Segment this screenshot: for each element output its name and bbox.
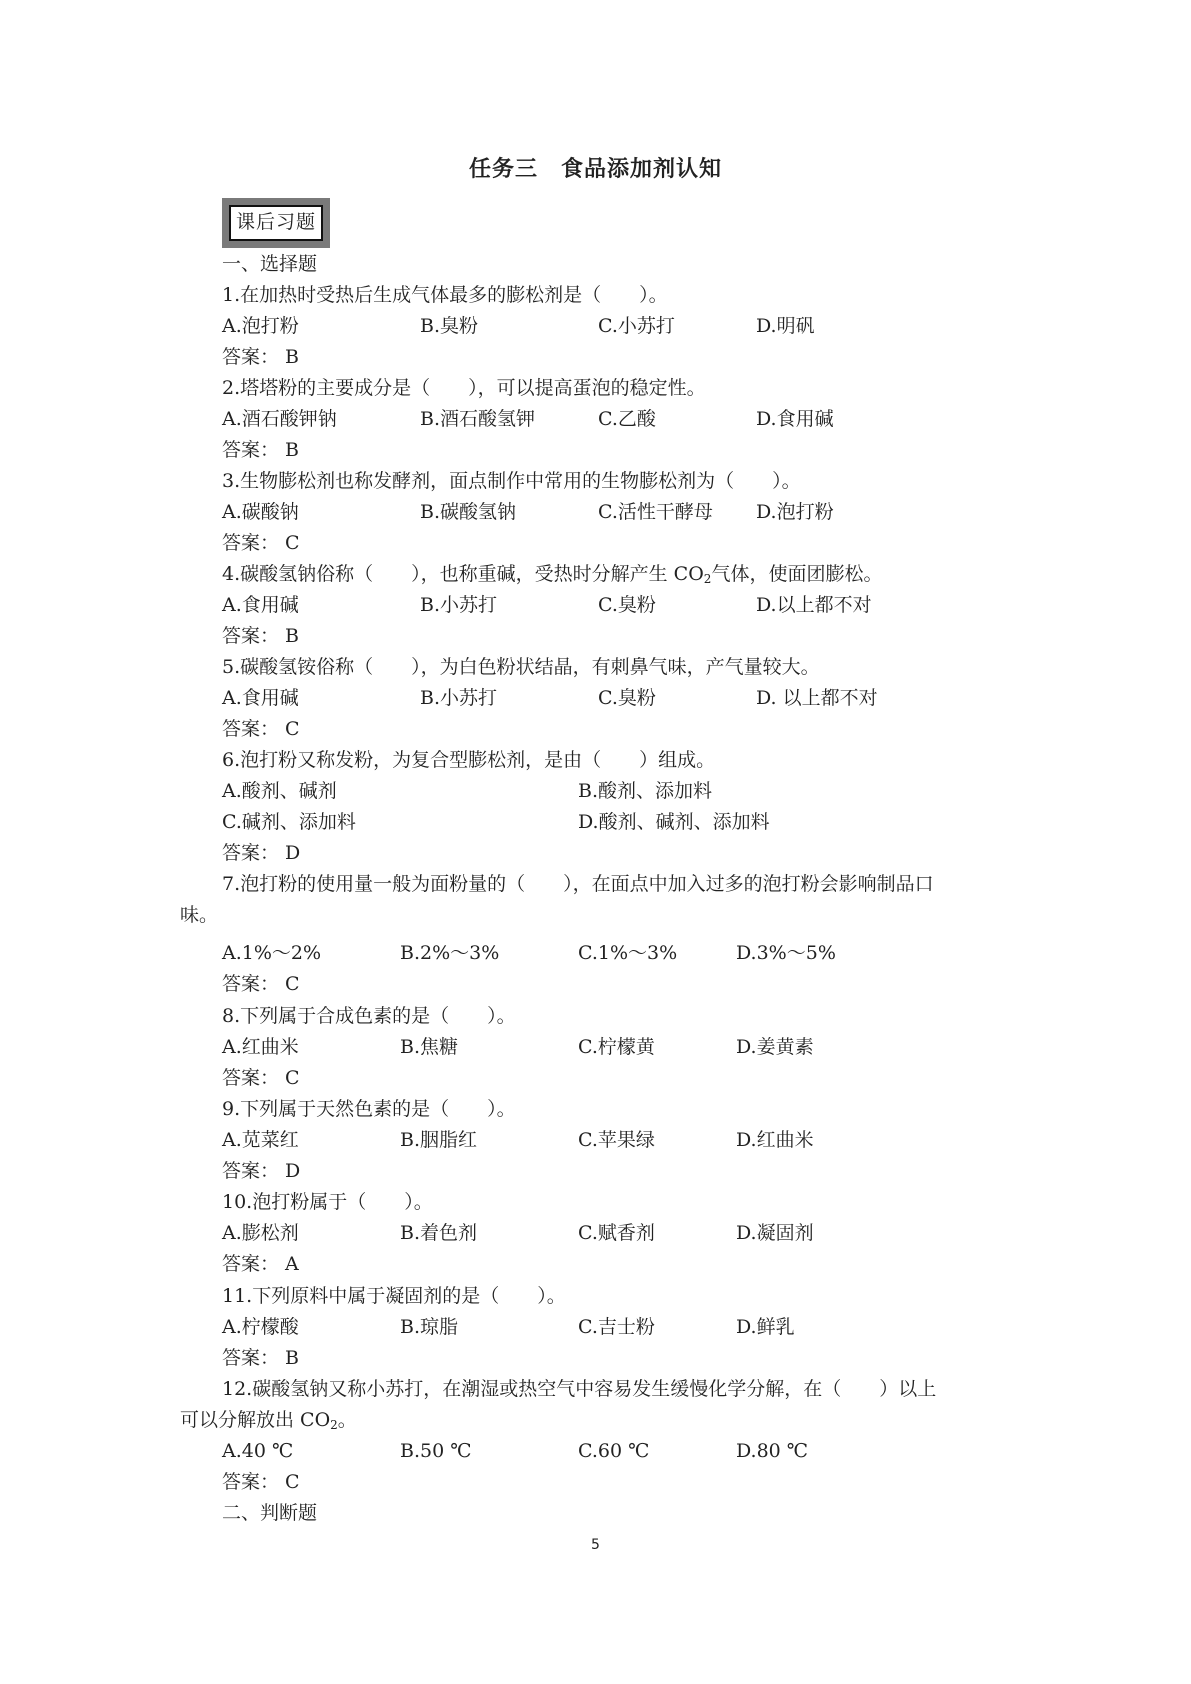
question-7: 7.泡打粉的使用量一般为面粉量的（ ），在面点中加入过多的泡打粉会影响制品口: [222, 873, 934, 895]
option-12c: C.60 ℃: [578, 1440, 650, 1462]
question-11: 11.下列原料中属于凝固剂的是（ ）。: [222, 1285, 566, 1307]
option-1c: C.小苏打: [598, 315, 675, 337]
option-8c: C.柠檬黄: [578, 1036, 655, 1058]
answer-3: 答案： C: [222, 532, 300, 554]
answer-9: 答案： D: [222, 1160, 301, 1182]
answer-6: 答案： D: [222, 842, 301, 864]
option-5b: B.小苏打: [420, 687, 498, 709]
option-4b: B.小苏打: [420, 594, 498, 616]
option-5d: D. 以上都不对: [756, 687, 878, 709]
option-11b: B.琼脂: [400, 1316, 459, 1338]
option-4c: C.臭粉: [598, 594, 656, 616]
option-2d: D.食用碱: [756, 408, 834, 430]
question-4-text: 4.碳酸氢钠俗称（ ），也称重碱，受热时分解产生 CO: [222, 563, 704, 585]
option-2b: B.酒石酸氢钾: [420, 408, 536, 430]
option-7c: C.1%～3%: [578, 942, 678, 964]
question-4-text-end: 气体，使面团膨松。: [711, 563, 883, 585]
option-1a: A.泡打粉: [222, 315, 299, 337]
co2-subscript: 2: [330, 1418, 338, 1432]
option-2c: C.乙酸: [598, 408, 656, 430]
option-3b: B.碳酸氢钠: [420, 501, 517, 523]
option-6c: C.碱剂、添加料: [222, 811, 356, 833]
option-10d: D.凝固剂: [736, 1222, 814, 1244]
option-6b: B.酸剂、添加料: [578, 780, 713, 802]
section-heading-judge: 二、判断题: [222, 1502, 318, 1524]
option-11c: C.吉士粉: [578, 1316, 655, 1338]
answer-4: 答案： B: [222, 625, 300, 647]
page-title: 任务三 食品添加剂认知: [468, 156, 722, 182]
option-9d: D.红曲米: [736, 1129, 814, 1151]
option-3a: A.碳酸钠: [222, 501, 299, 523]
option-6a: A.酸剂、碱剂: [222, 780, 337, 802]
option-12b: B.50 ℃: [400, 1440, 472, 1462]
question-3: 3.生物膨松剂也称发酵剂，面点制作中常用的生物膨松剂为（ ）。: [222, 470, 801, 492]
option-12a: A.40 ℃: [222, 1440, 294, 1462]
question-12-cont-text: 可以分解放出 CO: [180, 1409, 331, 1431]
option-4a: A.食用碱: [222, 594, 299, 616]
question-1: 1.在加热时受热后生成气体最多的膨松剂是（ ）。: [222, 284, 668, 306]
page-number: 5: [591, 1537, 600, 1553]
option-3d: D.泡打粉: [756, 501, 834, 523]
question-8: 8.下列属于合成色素的是（ ）。: [222, 1005, 516, 1027]
section-heading-choice: 一、选择题: [222, 253, 318, 275]
option-7b: B.2%～3%: [400, 942, 500, 964]
answer-8: 答案： C: [222, 1067, 300, 1089]
option-7a: A.1%～2%: [222, 942, 322, 964]
option-5c: C.臭粉: [598, 687, 656, 709]
option-11d: D.鲜乳: [736, 1316, 795, 1338]
option-8d: D.姜黄素: [736, 1036, 814, 1058]
option-3c: C.活性干酵母: [598, 501, 713, 523]
answer-12: 答案： C: [222, 1471, 300, 1493]
option-1d: D.明矾: [756, 315, 815, 337]
question-12: 12.碳酸氢钠又称小苏打，在潮湿或热空气中容易发生缓慢化学分解，在（ ）以上: [222, 1378, 937, 1400]
question-9: 9.下列属于天然色素的是（ ）。: [222, 1098, 516, 1120]
section-badge: [222, 198, 330, 248]
option-10c: C.赋香剂: [578, 1222, 655, 1244]
option-2a: A.酒石酸钾钠: [222, 408, 337, 430]
section-badge-label: 课后习题: [229, 205, 323, 241]
option-6d: D.酸剂、碱剂、添加料: [578, 811, 770, 833]
option-1b: B.臭粉: [420, 315, 479, 337]
option-11a: A.柠檬酸: [222, 1316, 299, 1338]
option-10a: A.膨松剂: [222, 1222, 299, 1244]
question-6: 6.泡打粉又称发粉，为复合型膨松剂，是由（ ）组成。: [222, 749, 716, 771]
answer-11: 答案： B: [222, 1347, 300, 1369]
question-12-cont-end: 。: [337, 1409, 357, 1431]
option-4d: D.以上都不对: [756, 594, 872, 616]
answer-10: 答案： A: [222, 1253, 299, 1275]
question-7-continued: 味。: [180, 904, 219, 926]
option-8b: B.焦糖: [400, 1036, 459, 1058]
option-7d: D.3%～5%: [736, 942, 836, 964]
option-9c: C.苹果绿: [578, 1129, 655, 1151]
option-9b: B.胭脂红: [400, 1129, 478, 1151]
answer-2: 答案： B: [222, 439, 300, 461]
question-2: 2.塔塔粉的主要成分是（ ），可以提高蛋泡的稳定性。: [222, 377, 706, 399]
answer-1: 答案： B: [222, 346, 300, 368]
answer-5: 答案： C: [222, 718, 300, 740]
answer-7: 答案： C: [222, 973, 300, 995]
question-10: 10.泡打粉属于（ ）。: [222, 1191, 433, 1213]
question-5: 5.碳酸氢铵俗称（ ），为白色粉状结晶，有刺鼻气味，产气量较大。: [222, 656, 820, 678]
option-8a: A.红曲米: [222, 1036, 299, 1058]
option-12d: D.80 ℃: [736, 1440, 809, 1462]
option-9a: A.苋菜红: [222, 1129, 299, 1151]
option-10b: B.着色剂: [400, 1222, 478, 1244]
option-5a: A.食用碱: [222, 687, 299, 709]
co2-subscript: 2: [703, 572, 712, 586]
